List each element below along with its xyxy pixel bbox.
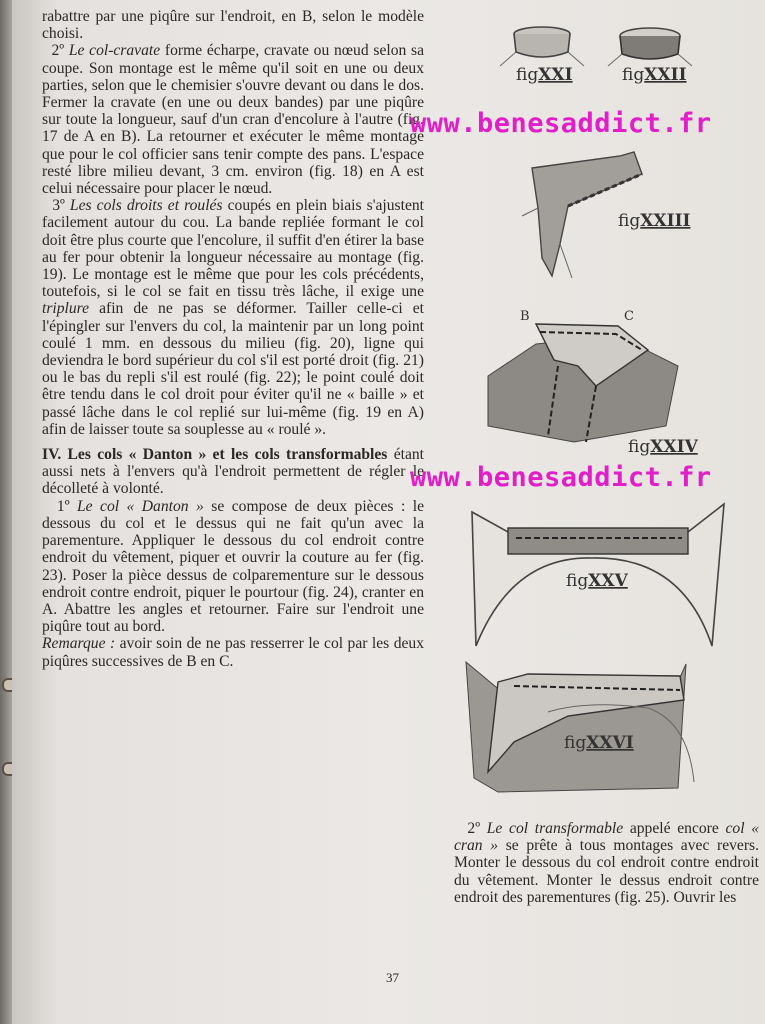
- paragraph-number: 2º: [467, 820, 481, 837]
- figure-21-22: [472, 18, 712, 98]
- figure-23: [502, 148, 702, 288]
- paragraph-text: coupés en plein biais s'ajustent facilement autour du cou. La bande repliée formant le col doit être plus courte que l'encolure, il suffit d'en étirer la base au fer pour obtenir la longueur nécessaire au montage (fig. 19). Le montage est le même que pour les cols précédents, toutefois, si le col se fait en tissu très lâche, il exige une: [42, 197, 425, 301]
- term: Le col-cravate: [68, 42, 161, 60]
- book-spine: [0, 0, 12, 1024]
- watermark: www.benesaddict.fr: [410, 108, 712, 139]
- figure-label: figXXIII: [618, 211, 691, 231]
- page-number: 37: [386, 970, 399, 985]
- section-heading-paragraph: [42, 446, 424, 498]
- paragraph-text: étant aussi nets à l'envers qu'à l'endroit permettent de régler le décolleté à volonté.: [42, 446, 424, 498]
- paragraph: rabattre par une piqûre sur l'endroit, en B, selon le modèle choisi.: [42, 8, 424, 43]
- remark-label: Remarque :: [42, 635, 116, 653]
- paragraph-text: afin de ne pas se déformer. Tailler celle-ci et l'épingler sur l'envers du col, la maintenir par un long point coulé 1 mm. en dessous du milieu (fig. 20), ligne qui deviendra le bord supérieur du col s'il est porté droit (fig. 21) ou le bas du repli s'il est roulé (fig. 22); le point coulé doit être tendu dans le col droit pour éviter qu'il ne « baille » et passé lâche dans le col replié sur lui-même (fig. 19 en A) afin de laisser toute sa souplesse au « roulé ».: [42, 300, 424, 438]
- paragraph-col-cravate: [42, 42, 424, 197]
- figure-label: figXXVI: [564, 733, 634, 753]
- term: Le col « Danton »: [77, 497, 204, 515]
- figure-25: [462, 496, 730, 656]
- paragraph-text: se prête à tous montages avec revers. Monter le dessous du col endroit contre endroit du vêtement. Monter le dessus endroit contre endroit des parementures (fig. 25). Ouvrir les: [454, 837, 760, 906]
- figure-label: figXXII: [622, 65, 687, 85]
- paragraph-cols-droits: [42, 197, 424, 438]
- figure-26: [458, 652, 724, 800]
- point-label: B: [520, 309, 530, 324]
- section-title: Les cols « Danton » et les cols transformables: [67, 446, 388, 464]
- paragraph-text: forme écharpe, cravate ou nœud selon sa coupe. Son montage est le même qu'il soit en une ou deux parties, selon que le chemisier s'ouvre devant ou dans le dos. Fermer la cravate (en une ou deux bandes) par une piqûre sur toute la longueur, sauf d'un cran d'encolure à l'autre (fig. 17 de A en B). La retourner et exécuter le même montage que pour le col officier sans tenir compte des pans. L'espace resté libre milieu devant, 3 cm. environ (fig. 18) en A est celui nécessaire pour placer le nœud.: [42, 42, 425, 198]
- figure-label: figXXI: [516, 65, 573, 85]
- paragraph-number: 2º: [51, 42, 65, 60]
- remark-text: avoir soin de ne pas resserrer le col par les deux piqûres successives de B en C.: [42, 635, 425, 670]
- left-text-column: [42, 8, 424, 670]
- term: Le col transformable: [486, 820, 624, 837]
- paragraph-col-transformable: [454, 820, 759, 906]
- book-page: [12, 0, 765, 1024]
- paragraph-number: 3º: [52, 197, 65, 215]
- figure-label: figXXV: [566, 571, 628, 591]
- watermark: www.benesaddict.fr: [410, 462, 712, 493]
- paragraph-col-danton: [42, 498, 424, 636]
- remark: [42, 635, 424, 669]
- right-text-column: [454, 820, 759, 906]
- paragraph-text: appelé encore: [629, 820, 719, 837]
- term: Les cols droits et roulés: [69, 197, 223, 215]
- paragraph-text: se compose de deux pièces : le dessous du col et le dessus qui ne fait qu'un avec la parementure. Appliquer le dessous du col endroit contre endroit du vêtement, piquer et ouvrir la couture au fer (fig. 23). Poser la pièce dessus de colparementure sur le dessous endroit contre endroit, piquer le pourtour (fig. 24), cranter en A. Abattre les angles et retourner. Faire sur l'endroit une piqûre tout au bord.: [42, 497, 424, 636]
- paragraph-number: 1º: [56, 497, 70, 515]
- term: triplure: [42, 300, 90, 318]
- point-label: C: [624, 309, 634, 324]
- term: col « cran »: [454, 820, 760, 855]
- section-number: IV.: [42, 446, 62, 464]
- figure-label: figXXIV: [628, 437, 698, 457]
- figure-24: [478, 306, 698, 466]
